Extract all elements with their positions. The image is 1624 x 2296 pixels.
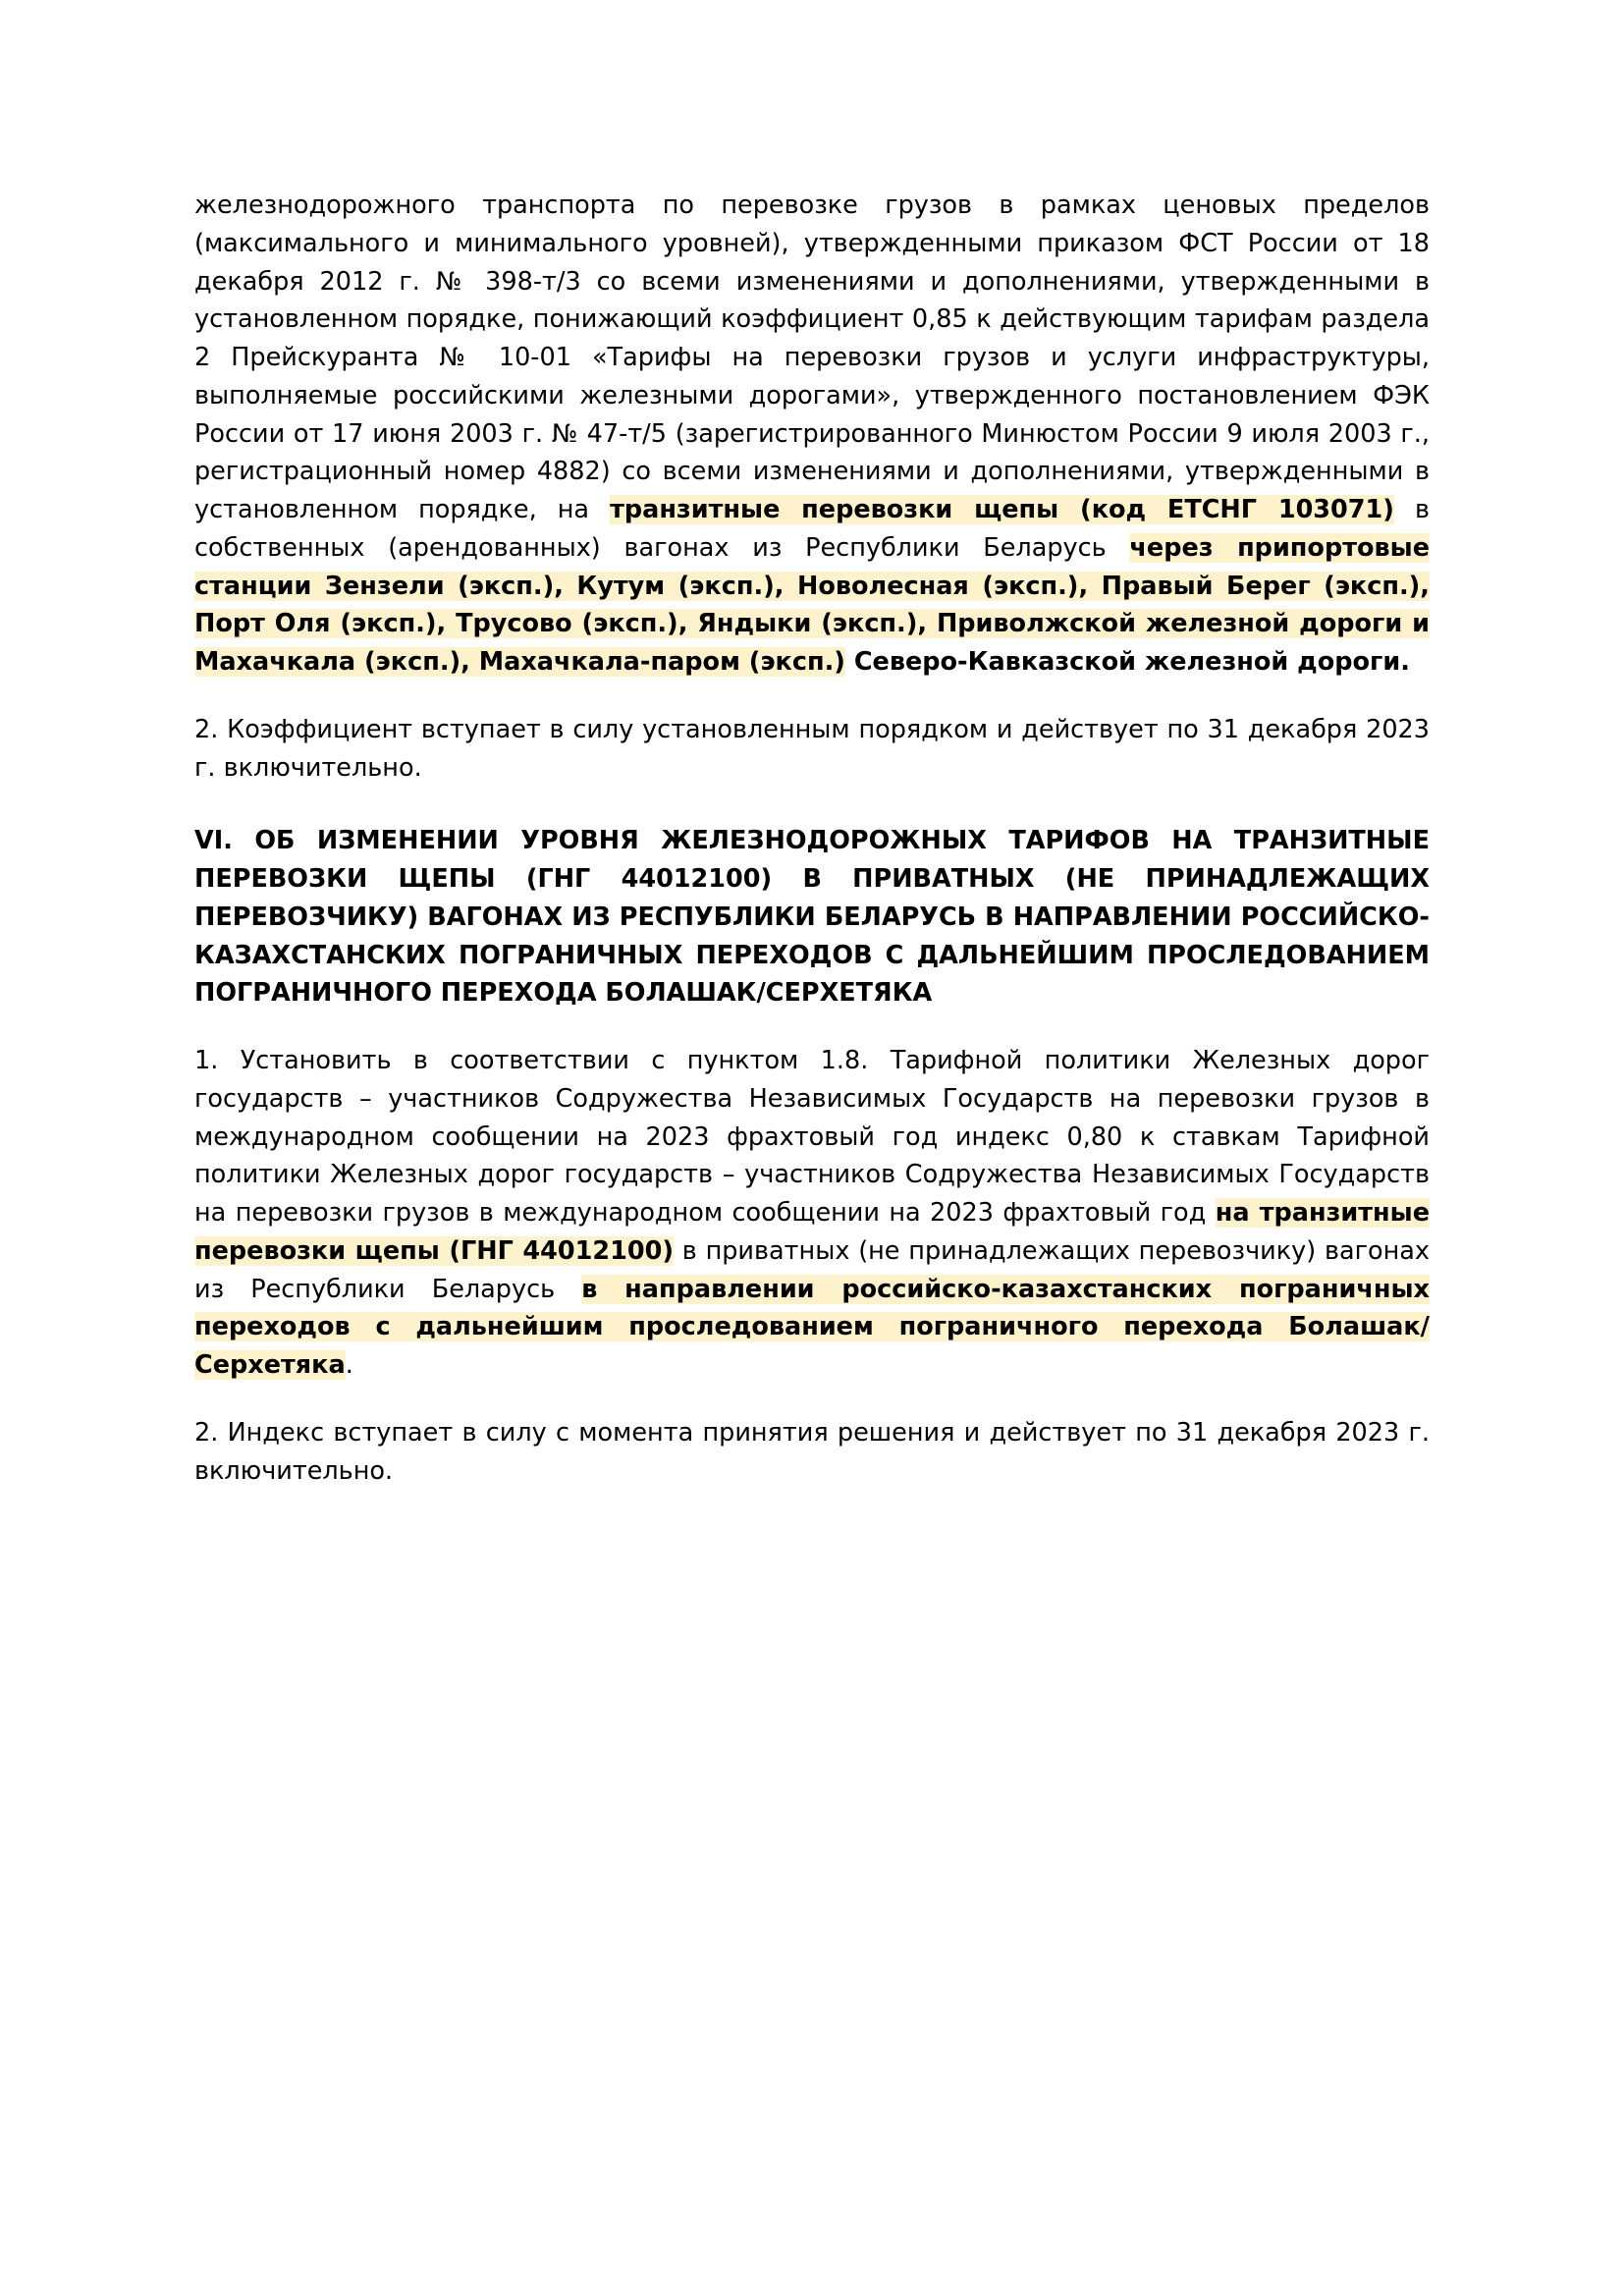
text-run: . (345, 1350, 353, 1380)
paragraph-coefficient-validity (194, 711, 1430, 788)
paragraph-index-establish (194, 1042, 1430, 1385)
text-run: 2. Индекс вступает в силу с момента принятия решения и действует по 31 декабря 2023 г. включительно. (194, 1417, 1430, 1486)
highlighted-text-etsng-code: транзитные перевозки щепы (код ЕТСНГ 103071) (610, 495, 1394, 524)
highlighted-text-stations: через припортовые станции Зензели (эксп.), Кутум (эксп.), Новолесная (эксп.), Правый Берег (эксп.), Порт Оля (эксп.), Трусово (эксп.), Яндыки (эксп.), Приволжской железной дороги и Махачкала (эксп.), Махачкала-паром (эксп.) (194, 532, 1430, 677)
highlighted-text-border-crossing: в направлении российско-казахстанских пограничных переходов с дальнейшим проследованием пограничного перехода Болашак/Серхетяка (194, 1274, 1430, 1380)
text-run: в приватных (не принадлежащих перевозчику) вагонах из Республики Беларусь (194, 1235, 1430, 1304)
paragraph-continued (194, 187, 1430, 682)
text-run: 1. Установить в соответствии с пунктом 1.8. Тарифной политики Железных дорог государств – участников Содружества Независимых Государств на перевозки грузов в международном сообщении на 2023 фрахтовый год индекс 0,80 к ставкам Тарифной политики Железных дорог государств – участников Содружества Независимых Государств на перевозки грузов в международном сообщении на 2023 фрахтовый год (194, 1046, 1430, 1228)
text-run: в собственных (арендованных) вагонах из Республики Беларусь (194, 495, 1430, 563)
text-run: 2. Коэффициент вступает в силу установленным порядком и действует по 31 декабря 2023 г. включительно. (194, 714, 1430, 783)
section-heading-vi: VI. ОБ ИЗМЕНЕНИИ УРОВНЯ ЖЕЛЕЗНОДОРОЖНЫХ ТАРИФОВ НА ТРАНЗИТНЫЕ ПЕРЕВОЗКИ ЩЕПЫ (ГНГ 44012100) В ПРИВАТНЫХ (НЕ ПРИНАДЛЕЖАЩИХ ПЕРЕВОЗЧИКУ) ВАГОНАХ ИЗ РЕСПУБЛИКИ БЕЛАРУСЬ В НАПРАВЛЕНИИ РОССИЙСКО-КАЗАХСТАНСКИХ ПОГРАНИЧНЫХ ПЕРЕХОДОВ С ДАЛЬНЕЙШИМ ПРОСЛЕДОВАНИЕМ ПОГРАНИЧНОГО ПЕРЕХОДА БОЛАШАК/СЕРХЕТЯКА (194, 826, 1430, 1009)
paragraph-index-validity (194, 1414, 1430, 1491)
highlighted-text-gng-code: на транзитные перевозки щепы (ГНГ 44012100) (194, 1198, 1431, 1266)
text-run: железнодорожного транспорта по перевозке грузов в рамках ценовых пределов (максимального и минимального уровней), утвержденными приказом ФСТ России от 18 декабря 2012 г. № 398-т/3 со всеми изменениями и дополнениями, утвержденными в установленном порядке, понижающий коэффициент 0,85 к действующим тарифам раздела 2 Прейскуранта № 10-01 «Тарифы на перевозки грузов и услуги инфраструктуры, выполняемые российскими железными дорогами», утвержденного постановлением ФЭК России от 17 июня 2003 г. № 47-т/5 (зарегистрированного Минюстом России 9 июля 2003 г., регистрационный номер 4882) со всеми изменениями и дополнениями, утвержденными в установленном порядке, на (194, 191, 1430, 524)
bold-text-railway: Северо-Кавказской железной дороги. (844, 647, 1410, 677)
